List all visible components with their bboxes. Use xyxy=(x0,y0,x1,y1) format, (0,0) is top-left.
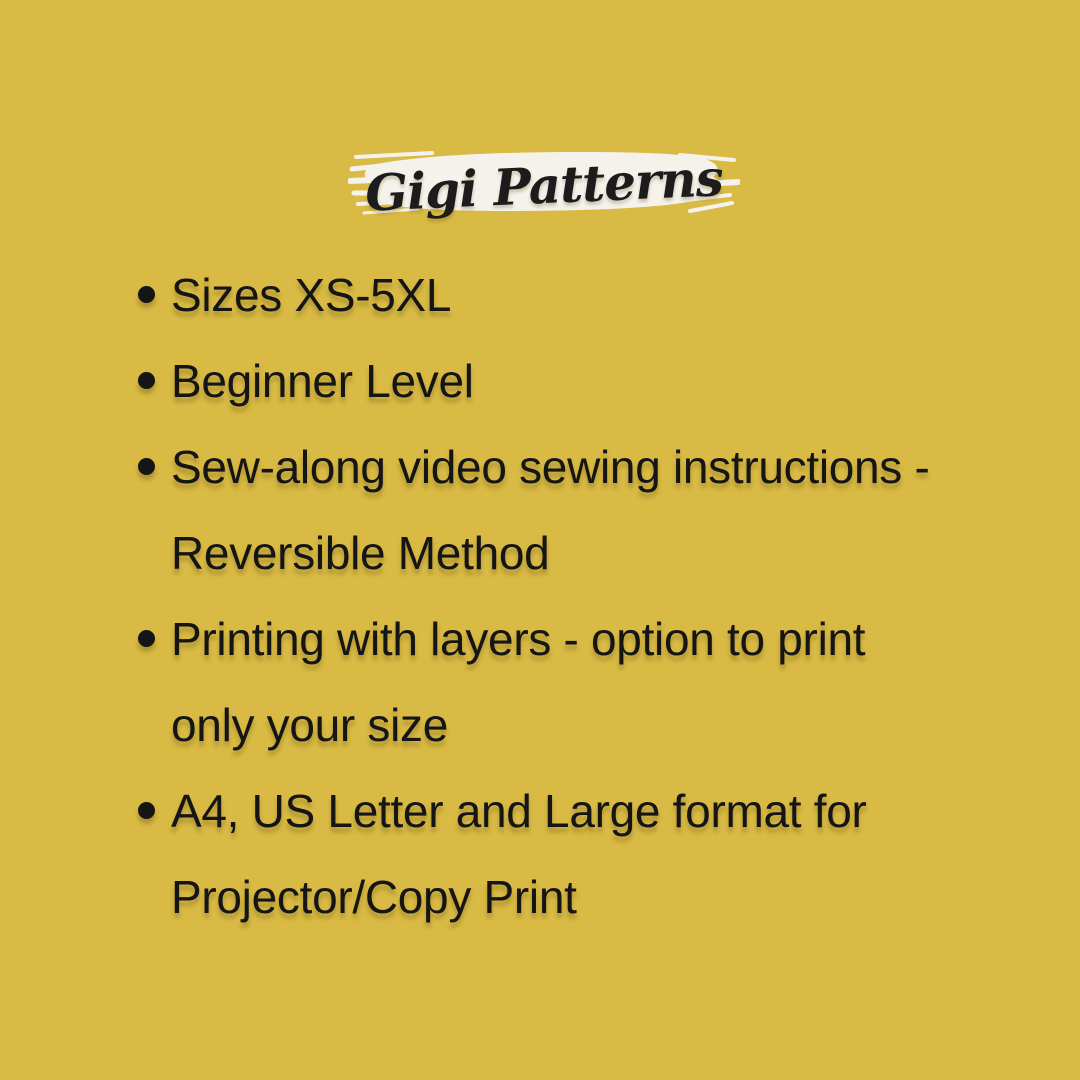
logo-block xyxy=(348,138,740,232)
feature-line: only your size xyxy=(171,699,449,751)
feature-line: Sizes XS-5XL xyxy=(171,269,452,321)
feature-line: A4, US Letter and Large format for xyxy=(171,785,867,837)
bullet-icon xyxy=(138,630,155,647)
feature-line: Beginner Level xyxy=(171,355,474,407)
feature-item-level xyxy=(138,338,998,424)
logo-text: Gigi Patterns xyxy=(364,147,724,223)
feature-list xyxy=(138,252,998,940)
feature-item-sew-along xyxy=(138,424,998,596)
feature-line: Projector/Copy Print xyxy=(171,871,577,923)
feature-item-formats xyxy=(138,768,998,940)
bullet-icon xyxy=(138,372,155,389)
feature-item-printing-layers xyxy=(138,596,998,768)
feature-line: Printing with layers - option to print xyxy=(171,613,866,665)
feature-line: Reversible Method xyxy=(171,527,550,579)
bullet-icon xyxy=(138,286,155,303)
bullet-icon xyxy=(138,802,155,819)
bullet-icon xyxy=(138,458,155,475)
feature-item-sizes xyxy=(138,252,998,338)
feature-line: Sew-along video sewing instructions - xyxy=(171,441,930,493)
